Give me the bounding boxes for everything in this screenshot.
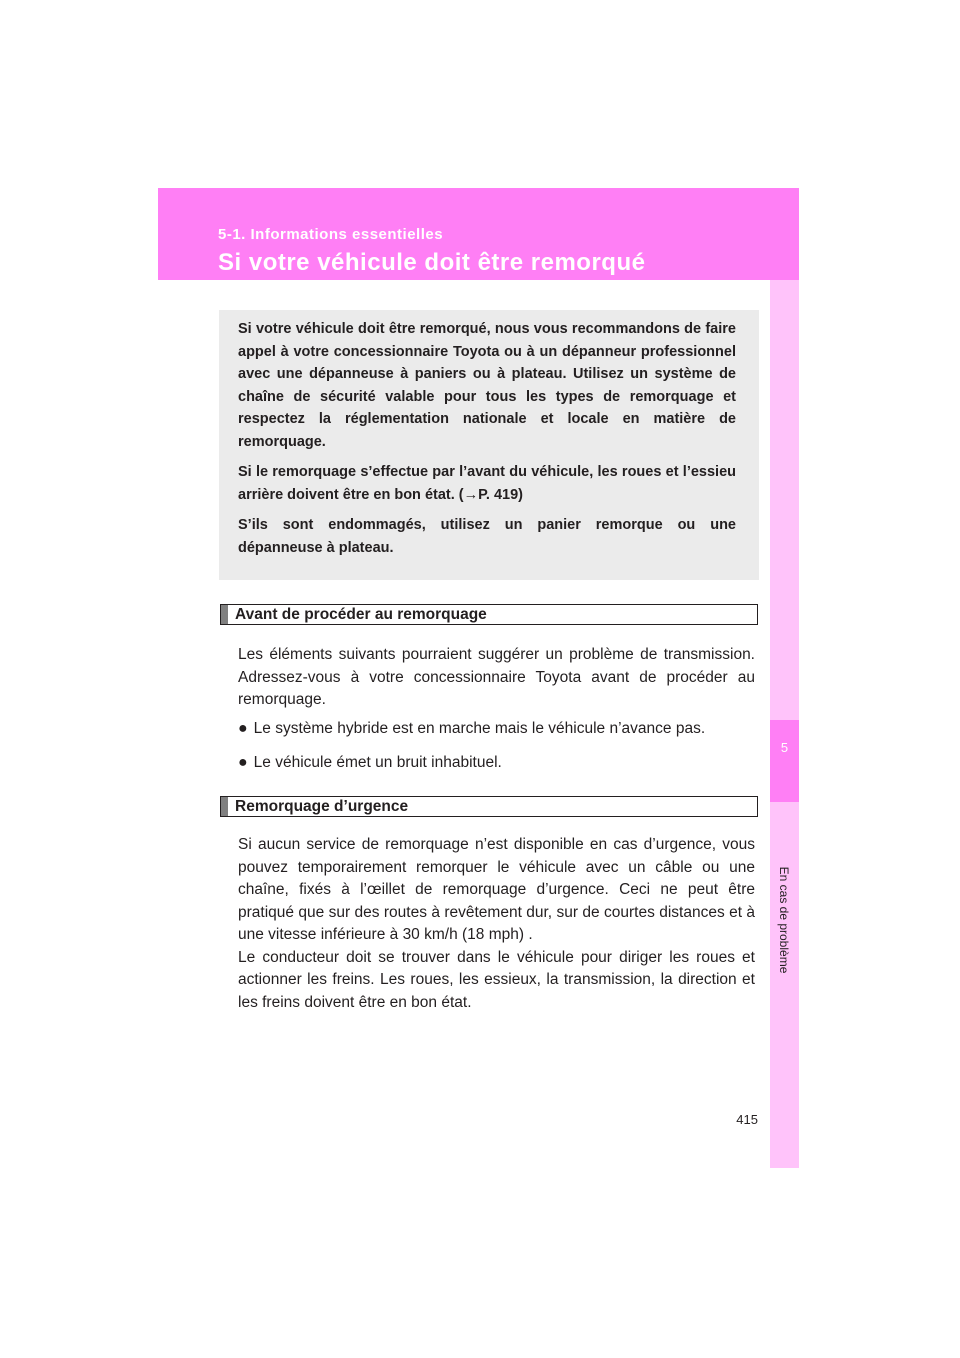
intro-paragraph: Si le remorquage s’effectue par l’avant du véhicule, les roues et l’essieu arrière doivent être en bon état. (→P. 419)	[238, 464, 736, 503]
intro-paragraph: Si votre véhicule doit être remorqué, nous vous recommandons de faire appel à votre concessionnaire Toyota ou à un dépanneur professionnel avec une dépanneuse à paniers ou à plateau. Utilisez un système de chaîne de sécurité valable pour tous les types de remorquage et respectez la réglementation nationale et locale en matière de remorquage.	[238, 321, 736, 450]
bullet-text: Le système hybride est en marche mais le véhicule n’avance pas.	[253, 720, 706, 737]
subheading-label: Remorquage d’urgence	[235, 798, 409, 815]
section2-text	[238, 834, 755, 1014]
page-title: Si votre véhicule doit être remorqué	[218, 249, 646, 276]
subheading-label: Avant de procéder au remorquage	[235, 606, 487, 623]
body-paragraph: Les éléments suivants pourraient suggérer un problème de transmission. Adressez-vous à votre concessionnaire Toyota avant de procéder au remorquage.	[238, 646, 755, 708]
chapter-label: En cas de problème	[777, 866, 791, 974]
bullet-icon: ●	[238, 720, 248, 737]
bullet-item	[238, 720, 705, 738]
subheading-bar	[221, 605, 228, 624]
intro-paragraph: S’ils sont endommagés, utilisez un panier remorque ou une dépanneuse à plateau.	[238, 517, 736, 556]
section1-text	[238, 644, 755, 721]
page-number: 415	[736, 1112, 758, 1127]
bullet-icon: ●	[238, 754, 248, 771]
body-paragraph: Si aucun service de remorquage n’est disponible en cas d’urgence, vous pouvez temporairement remorquer le véhicule avec un câble ou une chaîne, fixés à l’œillet de remorquage d’urgence. Ceci ne peut être pratiqué que sur des routes à revêtement dur, sur de courtes distances et à une vitesse inférieure à 30 km/h (18 mph) .	[238, 836, 755, 943]
body-paragraph: Le conducteur doit se trouver dans le véhicule pour diriger les roues et actionner les freins. Les roues, les essieux, la transmission, la direction et les freins doivent être en bon état.	[238, 948, 755, 1011]
subheading-before-towing	[220, 604, 758, 625]
section-number: 5-1. Informations essentielles	[218, 226, 444, 243]
chapter-tab	[770, 720, 799, 802]
intro-text	[238, 318, 736, 567]
bullet-item	[238, 754, 502, 772]
subheading-emergency-towing	[220, 796, 758, 817]
subheading-bar	[221, 797, 228, 816]
bullet-text: Le véhicule émet un bruit inhabituel.	[253, 754, 502, 771]
chapter-number: 5	[780, 740, 789, 755]
